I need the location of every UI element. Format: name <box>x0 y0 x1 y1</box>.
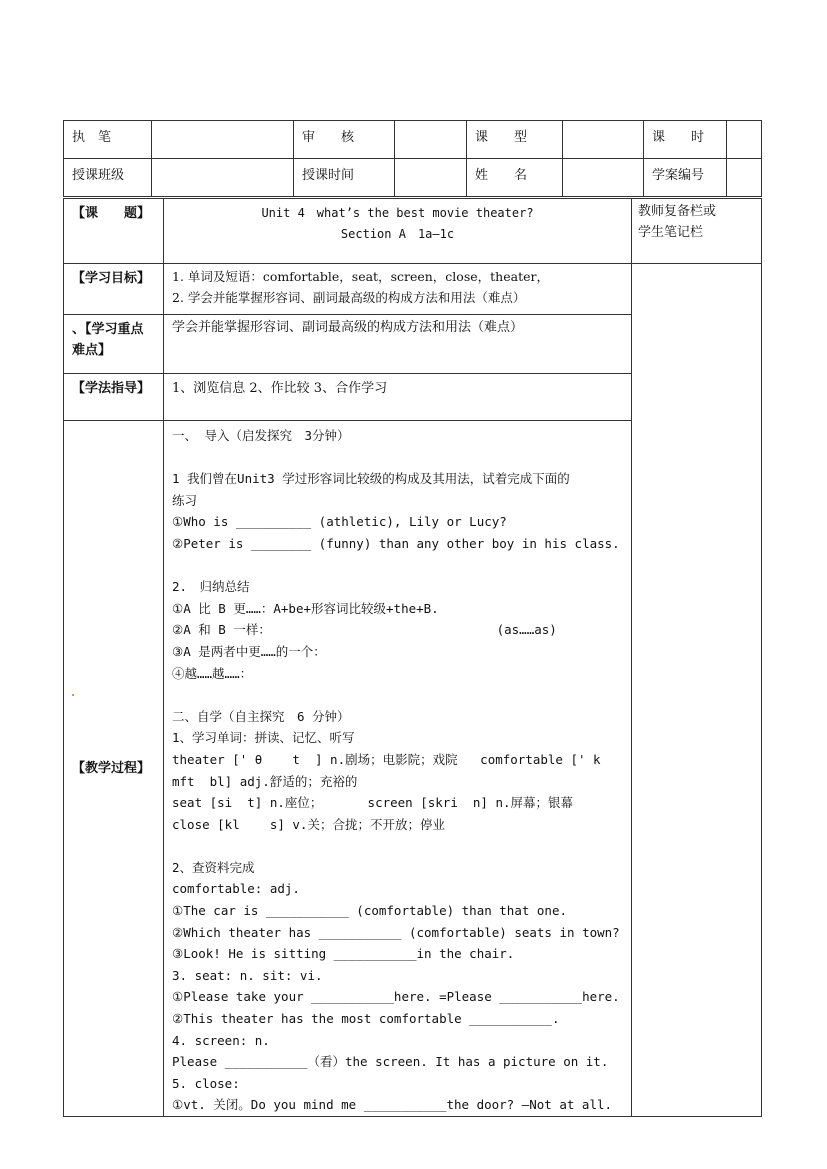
cell-class-value[interactable] <box>152 159 294 197</box>
process-lines <box>172 425 625 1116</box>
method-label: 【学法指导】 <box>64 374 164 421</box>
cell-plan-no-value[interactable] <box>727 159 762 197</box>
goal-row <box>64 264 762 315</box>
cell-plan-no-label: 学案编号 <box>644 159 727 197</box>
process-line: 5. close: <box>172 1075 240 1091</box>
notes-label-line-2: 学生笔记栏 <box>638 225 704 240</box>
process-label: 【教学过程】 <box>64 421 164 1117</box>
cell-reviewer-value[interactable] <box>395 121 467 159</box>
process-line: 2. 归纳总结 <box>172 579 250 595</box>
cell-reviewer-label: 审 核 <box>294 121 395 159</box>
process-line: ②This theater has the most comfortable ___________. <box>172 1011 560 1027</box>
header-table <box>63 120 762 197</box>
notes-label-line-1: 教师复备栏或 <box>638 204 717 219</box>
process-line: ①vt. 关闭。Do you mind me ___________the door? —Not at all. <box>172 1097 613 1113</box>
process-line: ①Please take your ___________here. =Please ___________here. <box>172 989 620 1005</box>
process-line: 2、查资料完成 <box>172 859 255 875</box>
header-row-2 <box>64 159 762 197</box>
lesson-table <box>63 198 762 1117</box>
key-label <box>64 315 164 374</box>
process-line: 3. seat: n. sit: vi. <box>172 967 323 983</box>
goal-label: 【学习目标】 <box>64 264 164 315</box>
cell-hours-value[interactable] <box>727 121 762 159</box>
process-line: 一、 导入（启发探究 3分钟） <box>172 428 350 443</box>
process-line: 练习 <box>172 492 198 508</box>
process-line: ③A 是两者中更……的一个： <box>172 643 326 659</box>
topic-label: 【课 题】 <box>64 199 164 264</box>
process-line <box>172 555 625 577</box>
cell-class-label: 授课班级 <box>64 159 152 197</box>
process-line: ②Which theater has ___________ (comfortable) seats in town? <box>172 924 620 940</box>
cell-time-value[interactable] <box>395 159 467 197</box>
process-line: seat [si t] n.座位； screen [skri n] n.屏幕；银幕 <box>172 795 574 811</box>
cell-hours-label: 课 时 <box>644 121 727 159</box>
key-text: 学会并能掌握形容词、副词最高级的构成方法和用法（难点） <box>164 315 632 374</box>
process-line: 1 我们曾在Unit3 学过形容词比较级的构成及其用法，试着完成下面的 <box>172 471 570 487</box>
process-line: comfortable: adj. <box>172 881 300 897</box>
notes-area[interactable] <box>632 264 762 1117</box>
cell-name-label: 姓 名 <box>467 159 563 197</box>
cell-writer-label: 执 笔 <box>64 121 152 159</box>
process-line: ②A 和 B 一样： (as……as) <box>172 622 557 638</box>
lesson-title-line-2: Section A 1a—1c <box>340 227 455 241</box>
process-line: ①Who is __________ (athletic), Lily or Lucy? <box>172 514 507 530</box>
process-line <box>172 835 625 857</box>
cell-type-value[interactable] <box>563 121 644 159</box>
stray-mark <box>72 694 74 696</box>
cell-time-label: 授课时间 <box>294 159 395 197</box>
key-label-line-1: 、【学习重点 <box>72 322 144 337</box>
process-line: 4. screen: n. <box>172 1032 270 1048</box>
cell-writer-value[interactable] <box>152 121 294 159</box>
process-line: ④越……越……： <box>172 665 253 681</box>
notes-column-label <box>632 199 762 264</box>
process-line: 二、自学（自主探究 6 分钟） <box>172 708 350 724</box>
process-content <box>164 421 632 1117</box>
goal-item-2: 2. 学会并能掌握形容词、副词最高级的构成方法和用法（难点） <box>172 290 526 305</box>
lesson-title-line-1: Unit 4 what’s the best movie theater? <box>261 206 534 220</box>
header-row-1 <box>64 121 762 159</box>
lesson-title <box>164 199 632 264</box>
process-line: mft bl] adj.舒适的；充裕的 <box>172 773 358 789</box>
process-line: 1、学习单词：拼读、记忆、听写 <box>172 730 355 746</box>
goal-text <box>164 264 632 315</box>
process-line: Please ___________（看）the screen. It has a picture on it. <box>172 1054 609 1070</box>
goal-item-1: 1. 单词及短语：comfortable，seat，screen，close，theater， <box>172 269 549 284</box>
process-line: ③Look! He is sitting ___________in the chair. <box>172 946 515 962</box>
process-line: theater [' θ t ] n.剧场；电影院；戏院 comfortable [' k <box>172 751 601 767</box>
cell-name-value[interactable] <box>563 159 644 197</box>
cell-type-label: 课 型 <box>467 121 563 159</box>
topic-row <box>64 199 762 264</box>
process-line: ②Peter is ________ (funny) than any other boy in his class. <box>172 535 620 551</box>
process-line: close [kl s] v.关；合拢；不开放；停业 <box>172 816 445 832</box>
process-line: ①The car is ___________ (comfortable) than that one. <box>172 903 568 919</box>
process-line: ①A 比 B 更……：A+be+形容词比较级+the+B. <box>172 600 439 616</box>
key-label-line-2: 难点】 <box>72 343 112 358</box>
method-text: 1、浏览信息 2、作比较 3、合作学习 <box>164 374 632 421</box>
process-line <box>172 684 625 706</box>
process-line <box>172 447 625 469</box>
